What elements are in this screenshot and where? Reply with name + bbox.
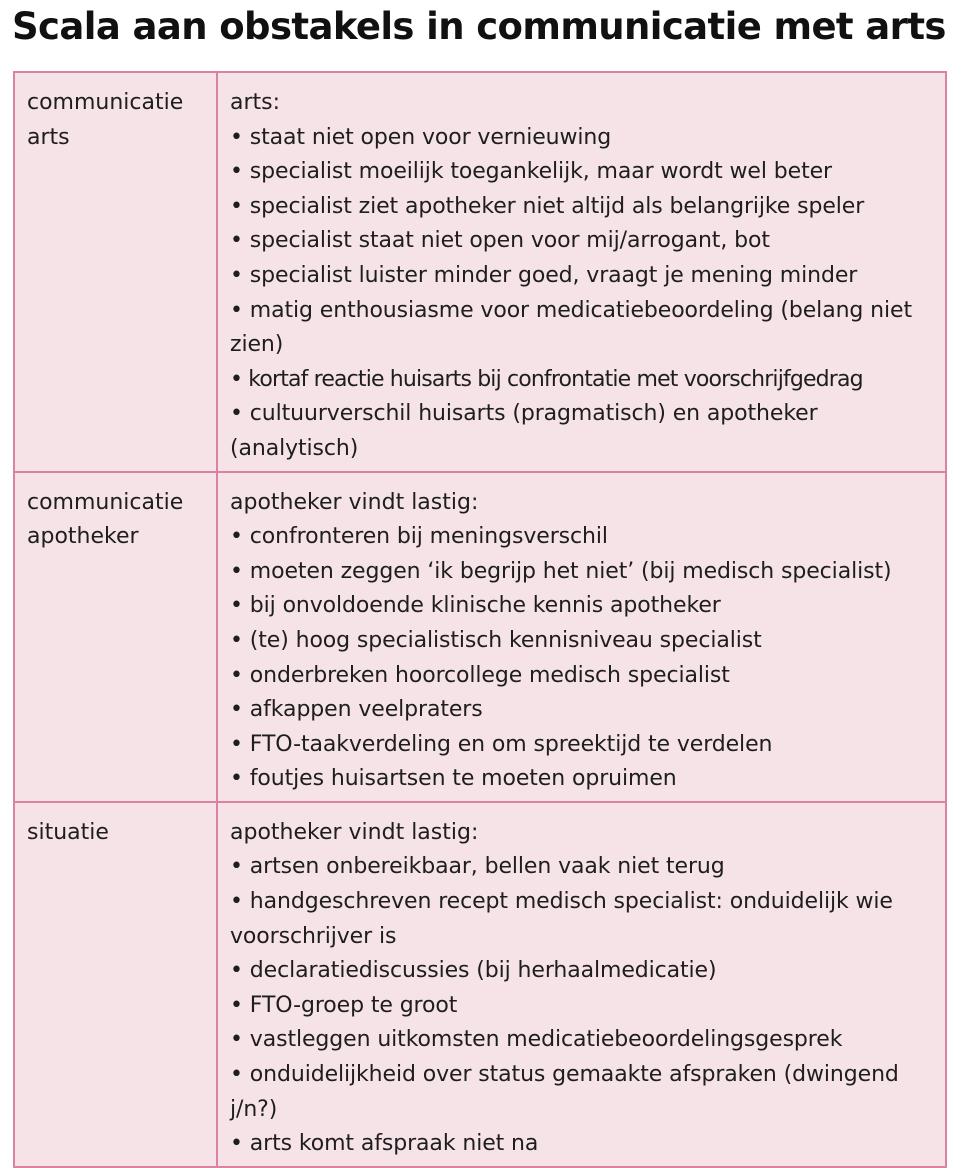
list-item: • cultuurverschil huisarts (pragmatisch) en apotheker (analytisch) bbox=[230, 397, 941, 466]
table-row bbox=[14, 802, 946, 1167]
page-title: Scala aan obstakels in communicatie met arts bbox=[12, 5, 946, 48]
row-label: communicatie bbox=[27, 489, 184, 515]
row-label-cell bbox=[14, 472, 217, 802]
bullet-list bbox=[230, 121, 941, 467]
table-row bbox=[14, 72, 946, 472]
list-item: • (te) hoog specialistisch kennisniveau specialist bbox=[230, 624, 941, 659]
list-item: • specialist staat niet open voor mij/arrogant, bot bbox=[230, 224, 941, 259]
list-item: • onderbreken hoorcollege medisch specialist bbox=[230, 659, 941, 694]
list-item: • onduidelijkheid over status gemaakte afspraken (dwingend j/n?) bbox=[230, 1058, 941, 1127]
row-intro: arts: bbox=[230, 90, 281, 115]
list-item: • bij onvoldoende klinische kennis apotheker bbox=[230, 589, 941, 624]
bullet-list bbox=[230, 850, 941, 1161]
list-item: • vastleggen uitkomsten medicatiebeoordelingsgesprek bbox=[230, 1023, 941, 1058]
row-intro: apotheker vindt lastig: bbox=[230, 489, 479, 515]
list-item: • specialist moeilijk toegankelijk, maar wordt wel beter bbox=[230, 155, 941, 190]
list-item: • handgeschreven recept medisch specialist: onduidelijk wie voorschrijver is bbox=[230, 885, 941, 954]
list-item: • foutjes huisartsen te moeten opruimen bbox=[230, 762, 941, 797]
list-item: • FTO-taakverdeling en om spreektijd te verdelen bbox=[230, 728, 941, 763]
list-item: • kortaf reactie huisarts bij confrontatie met voorschrijfgedrag bbox=[230, 363, 941, 398]
list-item: • artsen onbereikbaar, bellen vaak niet terug bbox=[230, 850, 941, 885]
row-label-cell bbox=[14, 72, 217, 472]
row-label: situatie bbox=[27, 819, 109, 845]
row-label: apotheker bbox=[27, 524, 139, 550]
list-item: • declaratiediscussies (bij herhaalmedicatie) bbox=[230, 954, 941, 989]
obstacles-table bbox=[13, 71, 947, 1168]
row-content-cell bbox=[217, 72, 946, 472]
bullet-list bbox=[230, 520, 941, 797]
row-content-cell bbox=[217, 802, 946, 1167]
list-item: • specialist luister minder goed, vraagt je mening minder bbox=[230, 259, 941, 294]
list-item: • afkappen veelpraters bbox=[230, 693, 941, 728]
row-intro: apotheker vindt lastig: bbox=[230, 819, 479, 845]
list-item: • staat niet open voor vernieuwing bbox=[230, 121, 941, 156]
row-content-cell bbox=[217, 472, 946, 802]
row-label: communicatie bbox=[27, 90, 184, 115]
list-item: • arts komt afspraak niet na bbox=[230, 1127, 941, 1162]
list-item: • specialist ziet apotheker niet altijd als belangrijke speler bbox=[230, 190, 941, 225]
list-item: • moeten zeggen ‘ik begrijp het niet’ (bij medisch specialist) bbox=[230, 555, 941, 590]
row-label: arts bbox=[27, 124, 70, 150]
table-row bbox=[14, 472, 946, 802]
row-label-cell bbox=[14, 802, 217, 1167]
list-item: • matig enthousiasme voor medicatiebeoordeling (belang niet zien) bbox=[230, 294, 941, 363]
list-item: • FTO-groep te groot bbox=[230, 989, 941, 1024]
list-item: • confronteren bij meningsverschil bbox=[230, 520, 941, 555]
